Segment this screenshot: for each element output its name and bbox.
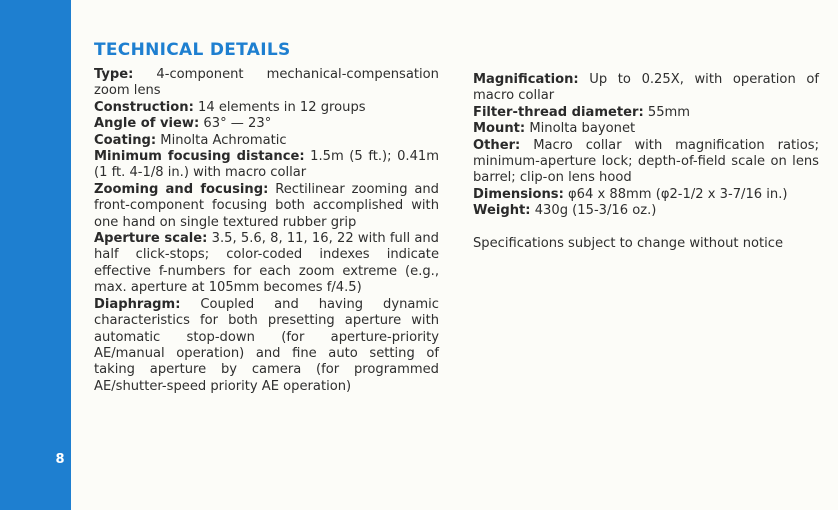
spec-value: 14 elements in 12 groups [198, 99, 366, 115]
spec-value: φ64 x 88mm (φ2-1/2 x 3-7/16 in.) [568, 186, 788, 202]
left-spec-column [94, 67, 439, 395]
spec-value: Minolta Achromatic [160, 132, 287, 148]
spec-entry-mount [473, 121, 819, 137]
spec-label: Dimensions: [473, 186, 564, 202]
spec-entry-weight [473, 203, 819, 219]
spec-value: Coupled and having dynamic characteristics for both presetting aperture with automatic stop-down (for aperture-priority AE/manual operation) and fine auto setting of taking aperture by camera (for programmed AE/shutter-speed priority AE operation) [94, 296, 439, 394]
spec-value: 55mm [647, 104, 691, 120]
right-spec-column [473, 67, 819, 252]
spec-label: Other: [473, 137, 521, 153]
spec-entry-filter-thread [473, 105, 819, 121]
spec-value: 3.5, 5.6, 8, 11, 16, 22 with full and half click-stops; color-coded indexes indicate effective f-numbers for each zoom extreme (e.g., max. aperture at 105mm becomes f/4.5) [94, 231, 439, 296]
spec-label: Zooming and focusing: [94, 181, 269, 197]
spec-label: Coating: [94, 132, 157, 148]
spec-entry-aperture-scale [94, 231, 439, 297]
spec-entry-minimum-focusing-distance [94, 149, 439, 182]
spec-label: Weight: [473, 203, 531, 219]
spec-value: 4-component mechanical-compensation zoom lens [94, 67, 439, 99]
spec-label: Aperture scale: [94, 231, 208, 247]
spec-value: 430g (15-3/16 oz.) [534, 203, 657, 219]
section-heading: TECHNICAL DETAILS [94, 40, 291, 60]
spec-label: Magnification: [473, 72, 579, 87]
spec-entry-dimensions [473, 187, 819, 203]
spec-label: Filter-thread diameter: [473, 104, 644, 120]
specifications-notice: Specifications subject to change without notice [473, 235, 784, 251]
spec-entry-other [473, 138, 819, 187]
side-color-band [0, 0, 71, 510]
spec-entry-magnification [473, 72, 819, 105]
spec-entry-zooming-focusing [94, 182, 439, 231]
spec-value: Rectilinear zooming and front-component focusing both accomplished with one hand on single textured rubber grip [94, 181, 439, 230]
spec-label: Type: [94, 67, 134, 82]
spec-entry-angle-of-view [94, 116, 439, 132]
spec-value: Up to 0.25X, with operation of macro collar [473, 72, 819, 104]
spec-value: 63° — 23° [203, 116, 272, 132]
spec-entry-type [94, 67, 439, 100]
page-number: 8 [55, 452, 65, 467]
spec-value: 1.5m (5 ft.); 0.41m (1 ft. 4-1/8 in.) with macro collar [94, 149, 439, 181]
spec-label: Diaphragm: [94, 296, 181, 312]
spec-value: Macro collar with magnification ratios; minimum-aperture lock; depth-of-field scale on lens barrel; clip-on lens hood [473, 137, 819, 186]
spec-entry-coating [94, 133, 439, 149]
spec-label: Minimum focusing distance: [94, 149, 305, 165]
spec-label: Mount: [473, 121, 526, 137]
spec-label: Angle of view: [94, 116, 200, 132]
spec-entry-construction [94, 100, 439, 116]
spec-value: Minolta bayonet [529, 121, 636, 137]
spec-entry-diaphragm [94, 297, 439, 395]
spec-label: Construction: [94, 99, 194, 115]
